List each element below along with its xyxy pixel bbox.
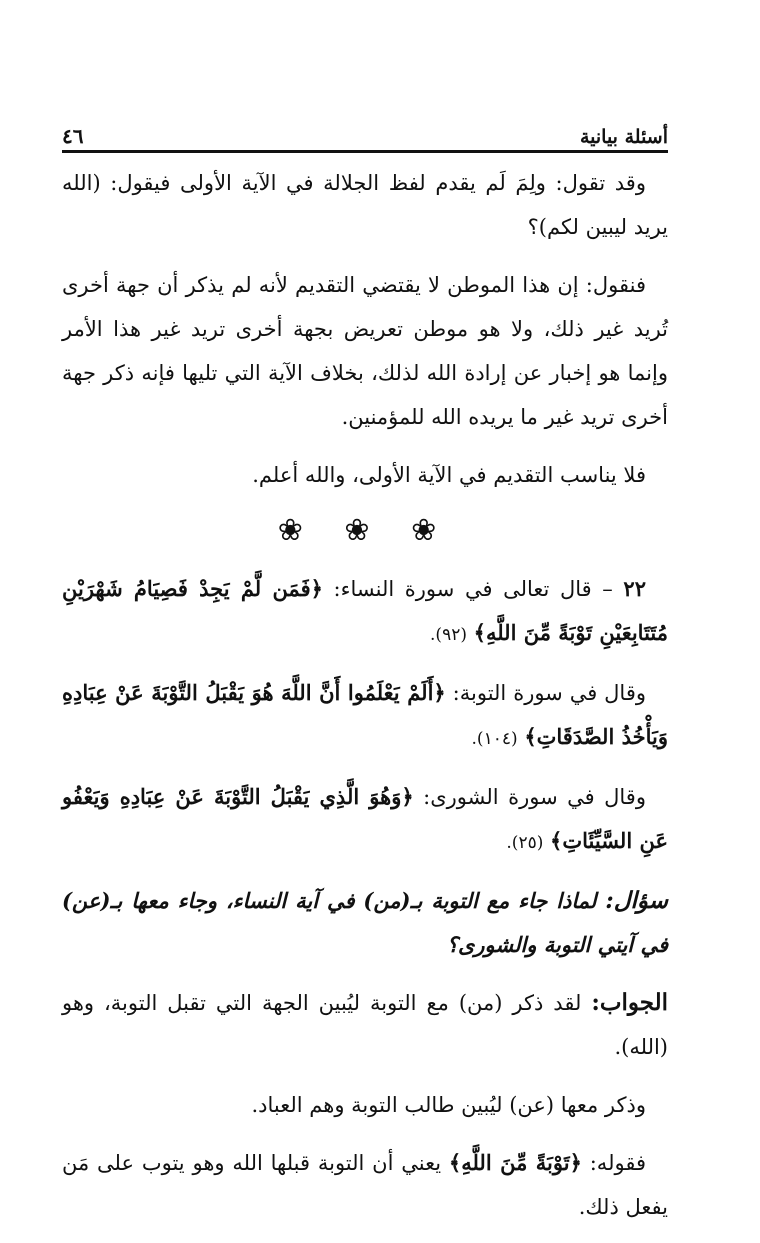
final-text: يعني أن التوبة قبلها الله وهو يتوب على مَن يفعل ذلك. [62, 1151, 668, 1219]
page-header [62, 118, 668, 153]
page-body [62, 161, 668, 1229]
verse-intro: وقال في سورة التوبة: [452, 681, 647, 705]
paragraph-objection: وقد تقول: ولِمَ لَم يقدم لفظ الجلالة في الآية الأولى فيقول: (الله يريد ليبين لكم)؟ [62, 171, 668, 239]
final-intro: فقوله: [589, 1151, 646, 1175]
quran-verse-shura: ﴿وَهُوَ الَّذِي يَقْبَلُ التَّوْبَةَ عَنْ عِبَادِهِ وَيَعْفُو عَنِ السَّيِّئَاتِ﴾ [62, 784, 668, 853]
verse-reference: (١٠٤). [471, 729, 518, 749]
running-title: أسئلة بيانية [579, 126, 668, 148]
answer-paragraph [62, 981, 668, 1069]
section-22-nisa [62, 567, 668, 657]
question-paragraph [62, 879, 668, 967]
paragraph-conclusion: فلا يناسب التقديم في الآية الأولى، والله أعلم. [252, 463, 646, 487]
verse-reference: (٢٥). [506, 833, 544, 853]
answer-text: لقد ذكر (من) مع التوبة ليُبين الجهة التي تقبل التوبة، وهو (الله). [62, 991, 668, 1059]
verse-shura [62, 775, 668, 865]
quran-verse-tawba: ﴿أَلَمْ يَعْلَمُوا أَنَّ اللَّهَ هُوَ يَقْبَلُ التَّوْبَةَ عَنْ عِبَادِهِ وَيَأْخُذُ الصَّدَقَاتِ﴾ [62, 680, 668, 749]
paragraph-an: وذكر معها (عن) ليُبين طالب التوبة وهم العباد. [251, 1093, 646, 1117]
page-number: ٤٦ [62, 124, 84, 148]
section-number: ٢٢ [623, 576, 646, 601]
paragraph-reply: فنقول: إن هذا الموطن لا يقتضي التقديم لأنه لم يذكر أن جهة أخرى تُريد غير ذلك، ولا هو موطن تعريض بجهة أخرى تريد غير هذا الأمر وإنما هو إخبار عن إرادة الله لذلك، بخلاف الآية التي تليها فإنه ذكر جهة أخرى تريد غير ما يريده الله للمؤمنين. [62, 273, 668, 429]
section-intro: – قال تعالى في سورة النساء: [333, 577, 613, 601]
book-page [62, 118, 668, 1243]
quran-verse-quote: ﴿تَوْبَةً مِّنَ اللَّهِ﴾ [448, 1150, 582, 1175]
paragraph-final [62, 1141, 668, 1229]
flower-ornament-divider: ❀ ❀ ❀ [277, 513, 453, 548]
question-label: سؤال: [605, 887, 668, 914]
question-text: لماذا جاء مع التوبة بـ(من) في آية النساء، وجاء معها بـ(عن) في آيتي التوبة والشورى؟ [62, 888, 668, 957]
quran-verse-nisa: ﴿فَمَن لَّمْ يَجِدْ فَصِيَامُ شَهْرَيْنِ مُتَتَابِعَيْنِ تَوْبَةً مِّنَ اللَّهِ﴾ [62, 576, 668, 645]
verse-intro: وقال في سورة الشورى: [423, 785, 646, 809]
answer-label: الجواب: [591, 989, 668, 1016]
verse-reference: (٩٢). [430, 625, 467, 645]
verse-tawba [62, 671, 668, 761]
